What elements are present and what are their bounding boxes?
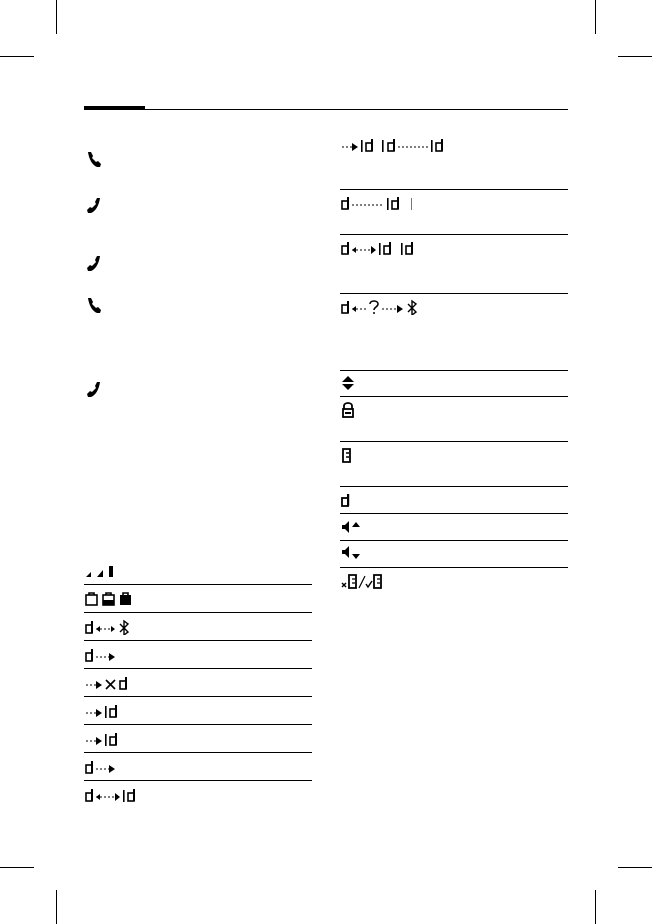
symbol-row [340, 516, 568, 541]
handset-outgoing-icon [86, 254, 102, 276]
keypad-lock-icon [340, 402, 356, 418]
symbol-row [84, 700, 312, 725]
crop-mark [618, 867, 652, 868]
symbol-row [84, 560, 312, 585]
symbol-row [340, 489, 568, 514]
crop-mark [595, 890, 596, 924]
phone-to-phone-dotted-icon [340, 195, 420, 211]
battery-level-icon [84, 591, 136, 607]
handset-incoming-icon [86, 150, 102, 172]
crop-mark [0, 867, 34, 868]
symbol-row [340, 399, 568, 442]
phone-send-arrow-icon [84, 647, 124, 663]
receive-and-phone-to-phone-icon [340, 137, 452, 153]
header-tab-marker [84, 106, 145, 110]
symbol-row [84, 728, 312, 753]
crop-mark [0, 56, 34, 57]
crop-mark [56, 0, 57, 34]
phone-to-phone-sync-icon [84, 787, 144, 803]
symbol-row [84, 616, 312, 641]
transfer-failed-icon [84, 675, 136, 691]
symbol-row [84, 672, 312, 697]
phone-bluetooth-link-icon [84, 619, 144, 635]
up-down-scroll-icon [340, 375, 356, 391]
crop-mark [618, 56, 652, 57]
symbol-row [84, 784, 312, 808]
phone-search-bluetooth-icon [340, 299, 430, 315]
receive-into-phone-icon [84, 731, 128, 747]
volume-up-icon [340, 519, 364, 535]
handset-outgoing-icon [86, 380, 102, 402]
crop-mark [56, 890, 57, 924]
key-symbol-icon [340, 447, 356, 463]
key-off-on-icon [340, 573, 392, 589]
symbol-row [340, 543, 568, 568]
phone-small-icon [340, 492, 356, 508]
symbol-row [340, 570, 568, 594]
symbol-row [84, 756, 312, 781]
phone-two-way-phone-icon [340, 240, 430, 256]
handset-incoming-icon [86, 296, 102, 318]
receive-into-phone-icon [84, 703, 128, 719]
symbol-row [84, 588, 312, 613]
signal-strength-icon [84, 563, 124, 579]
phone-send-arrow-icon [84, 759, 124, 775]
symbol-row [340, 237, 568, 294]
symbol-row [340, 372, 568, 397]
volume-down-icon [340, 546, 364, 562]
header-rule [84, 109, 568, 110]
symbol-row [340, 192, 568, 235]
symbol-row [84, 644, 312, 669]
symbol-row [340, 444, 568, 487]
crop-mark [595, 0, 596, 34]
handset-outgoing-icon [86, 196, 102, 218]
symbol-row [340, 134, 568, 190]
symbol-row [340, 296, 568, 371]
